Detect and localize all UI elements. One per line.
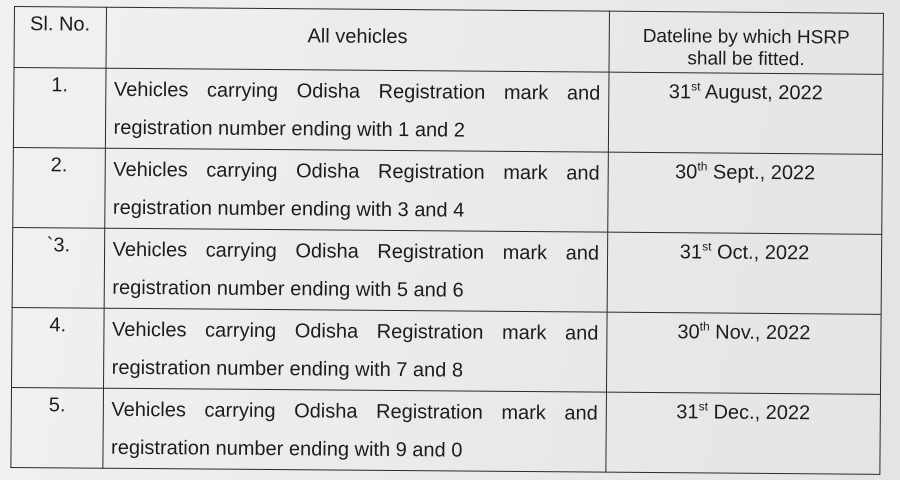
row-date-rest: Sept., 2022 (707, 161, 816, 185)
row-date-day: 31 (679, 241, 703, 264)
row-description-line2: registration number ending with 3 and 4 (112, 196, 465, 222)
row-description (104, 228, 608, 312)
row-date-suffix: th (697, 159, 708, 174)
row-date-suffix: st (691, 79, 701, 94)
row-description-line1: Vehicles carrying Odisha Registration mark and (111, 318, 599, 345)
hsrp-schedule-table (10, 6, 884, 475)
row-date-rest: Nov., 2022 (709, 321, 811, 345)
row-date-suffix: st (702, 239, 712, 254)
header-sl-no: Sl. No. (14, 7, 106, 69)
table-row (11, 387, 881, 474)
row-dateline (607, 232, 882, 314)
row-date-day: 30 (675, 161, 698, 184)
row-description (104, 148, 608, 232)
row-dateline (608, 152, 883, 234)
row-description-line2: registration number ending with 5 and 6 (112, 276, 464, 302)
row-description (102, 388, 606, 472)
header-dateline (609, 11, 884, 74)
row-description-line1: Vehicles carrying Odisha Registration mark and (113, 78, 601, 105)
row-dateline (606, 392, 881, 474)
row-dateline (608, 72, 883, 154)
row-date-rest: Oct., 2022 (711, 241, 810, 265)
row-dateline (606, 312, 881, 394)
row-date-rest: Dec., 2022 (707, 401, 811, 425)
row-description-line1: Vehicles carrying Odisha Registration mark and (113, 158, 600, 185)
table-header-row (14, 7, 883, 75)
row-sl-no: 1. (13, 68, 105, 149)
table-row (13, 68, 883, 155)
row-date-day: 31 (668, 81, 692, 104)
row-sl-no: `3. (12, 227, 104, 308)
row-sl-no: 5. (11, 387, 103, 468)
row-description (105, 68, 609, 152)
row-date-suffix: th (699, 319, 710, 334)
row-date-rest: August, 2022 (700, 81, 823, 105)
row-sl-no: 2. (13, 147, 105, 228)
row-description-line1: Vehicles carrying Odisha Registration mark and (112, 238, 600, 265)
row-date-day: 31 (676, 401, 699, 424)
row-description (103, 308, 607, 392)
row-date-day: 30 (677, 321, 700, 344)
row-description-line2: registration number ending with 9 and 0 (110, 436, 463, 462)
row-description-line2: registration number ending with 7 and 8 (111, 356, 464, 382)
row-sl-no: 4. (12, 307, 104, 388)
table-row (12, 227, 882, 314)
row-description-line2: registration number ending with 1 and 2 (113, 116, 465, 142)
row-description-line1: Vehicles carrying Odisha Registration mark and (111, 398, 598, 425)
header-dateline-line1: Dateline by which HSRP (642, 25, 850, 49)
table-row (13, 147, 883, 234)
header-dateline-line2: shall be fitted. (687, 48, 805, 71)
table-row (12, 307, 882, 394)
header-all-vehicles: All vehicles (106, 7, 610, 72)
row-date-suffix: st (698, 399, 709, 414)
